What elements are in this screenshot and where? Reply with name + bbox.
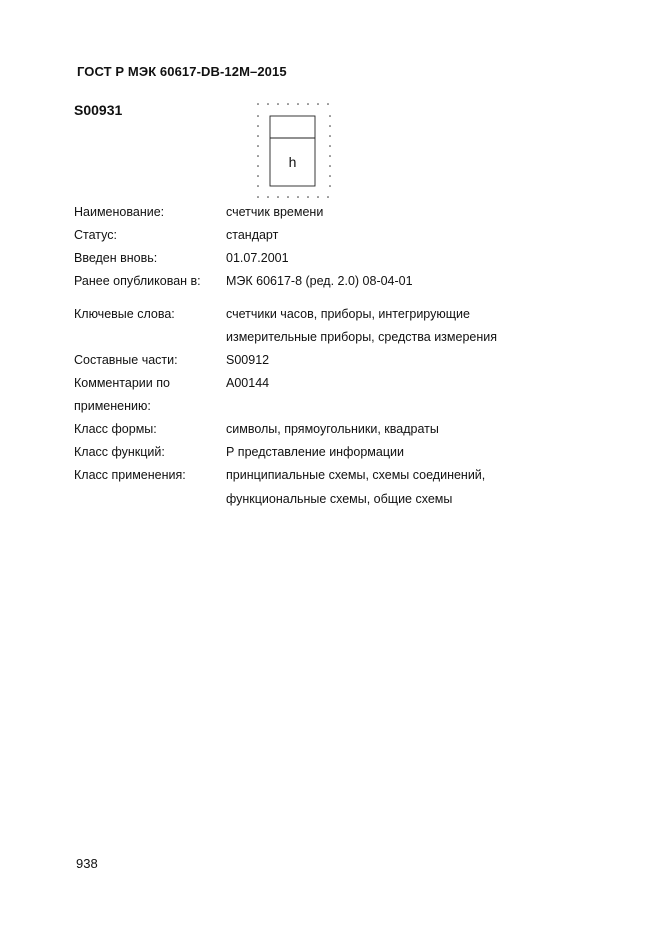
field-label: Класс формы: <box>74 422 157 436</box>
field-value: символы, прямоугольники, квадраты <box>226 422 439 436</box>
field-value: МЭК 60617-8 (ред. 2.0) 08-04-01 <box>226 274 413 288</box>
field-label: Ранее опубликован в: <box>74 274 201 288</box>
field-label: Введен вновь: <box>74 251 158 265</box>
field-application-notes-cont <box>74 396 594 416</box>
field-components <box>74 350 594 370</box>
field-label: Класс применения: <box>74 468 186 482</box>
field-value: принципиальные схемы, схемы соединений, <box>226 468 486 482</box>
symbol-code: S00931 <box>74 102 123 118</box>
field-label: применению: <box>74 399 151 413</box>
field-value: S00912 <box>226 353 270 367</box>
field-value: Р представление информации <box>226 445 404 459</box>
field-value: измерительные приборы, средства измерения <box>226 330 498 344</box>
field-value: стандарт <box>226 228 279 242</box>
document-header: ГОСТ Р МЭК 60617-DB-12M–2015 <box>77 64 287 79</box>
field-label: Статус: <box>74 228 117 242</box>
field-label: Класс функций: <box>74 445 165 459</box>
field-value: A00144 <box>226 376 270 390</box>
field-label: Ключевые слова: <box>74 307 175 321</box>
field-previously-published <box>74 271 594 291</box>
field-shape-class <box>74 419 594 439</box>
field-value: счетчики часов, приборы, интегрирующие <box>226 307 470 321</box>
field-application-class-cont <box>74 489 594 509</box>
field-status <box>74 225 594 245</box>
field-keywords <box>74 304 594 324</box>
field-function-class <box>74 442 594 462</box>
field-value: функциональные схемы, общие схемы <box>226 492 453 506</box>
field-name <box>74 202 594 222</box>
field-introduced <box>74 248 594 268</box>
symbol-grid-dots <box>257 103 331 198</box>
field-label: Составные части: <box>74 353 178 367</box>
field-application-notes <box>74 373 594 393</box>
field-application-class <box>74 465 594 485</box>
symbol-outer-rect <box>270 116 315 186</box>
field-value: 01.07.2001 <box>226 251 289 265</box>
symbol-letter: h <box>288 154 297 170</box>
symbol-graphic <box>254 100 334 202</box>
field-label: Комментарии по <box>74 376 170 390</box>
field-keywords-cont <box>74 327 594 347</box>
field-label: Наименование: <box>74 205 165 219</box>
field-value: счетчик времени <box>226 205 324 219</box>
page-number: 938 <box>76 856 98 871</box>
